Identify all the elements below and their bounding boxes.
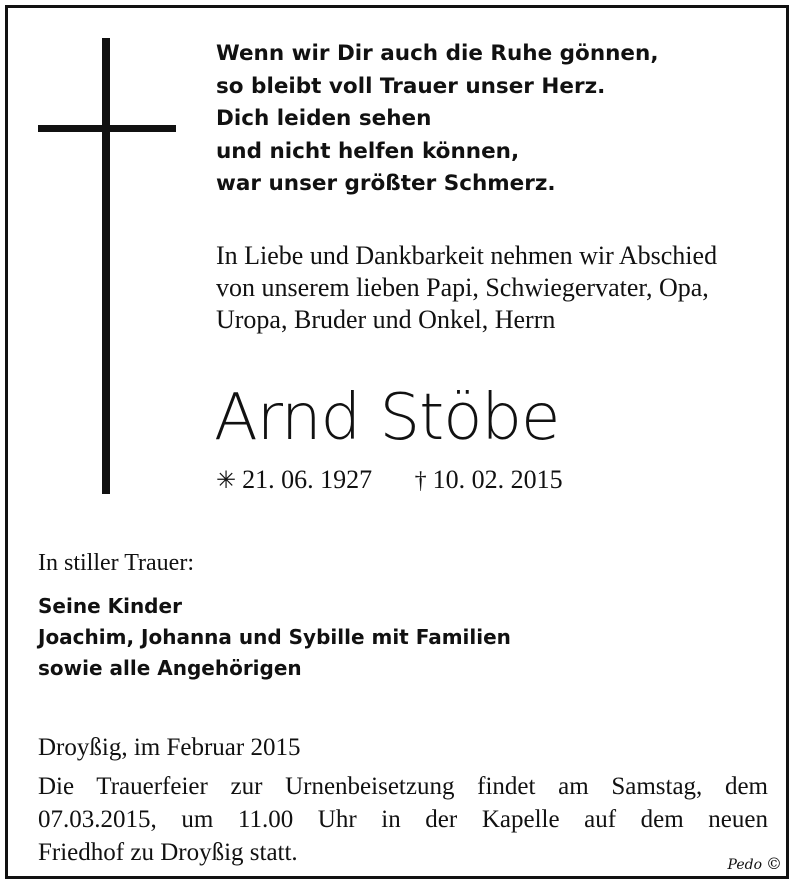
poem-line: und nicht helfen können, [216, 138, 520, 164]
poem-line: so bleibt voll Trauer unser Herz. [216, 73, 606, 99]
life-dates [216, 464, 563, 497]
mourner-line: Joachim, Johanna und Sybille mit Familien [38, 625, 511, 649]
mourning-label: In stiller Trauer: [38, 550, 194, 576]
mourners-list [38, 591, 511, 684]
place-and-date: Droyßig, im Februar 2015 [38, 734, 301, 761]
service-line: Friedhof zu Droyßig statt. [38, 839, 298, 866]
intro-line: In Liebe und Dankbarkeit nehmen wir Abschied [216, 241, 718, 270]
intro-line: Uropa, Bruder und Onkel, Herrn [216, 305, 556, 334]
farewell-intro [216, 240, 717, 336]
poem [216, 38, 659, 201]
mourner-line: Seine Kinder [38, 594, 182, 618]
service-line: Die Trauerfeier zur Urnenbeisetzung findet am Samstag, dem [38, 773, 768, 800]
mourner-line: sowie alle Angehörigen [38, 656, 302, 680]
signature [728, 855, 782, 874]
cross-icon-vertical-bar [102, 38, 110, 494]
death-date: 10. 02. 2015 [432, 465, 563, 494]
signature-text: Pedo [727, 857, 762, 873]
funeral-service-info [38, 770, 768, 869]
poem-line: Dich leiden sehen [216, 106, 432, 131]
deceased-name: Arnd Stöbe [214, 381, 560, 455]
cross-icon-horizontal-bar [38, 125, 176, 132]
birth-star-icon: ✳ [216, 468, 237, 494]
death-cross-icon: † [414, 468, 427, 494]
poem-line: war unser größter Schmerz. [216, 171, 556, 196]
copyright-icon: © [766, 854, 782, 873]
poem-line: Wenn wir Dir auch die Ruhe gönnen, [216, 41, 659, 66]
obituary-notice [5, 5, 789, 879]
service-line: 07.03.2015, um 11.00 Uhr in der Kapelle auf dem neuen [38, 806, 768, 833]
intro-line: von unserem lieben Papi, Schwiegervater, Opa, [216, 273, 709, 302]
birth-date: 21. 06. 1927 [242, 465, 373, 494]
